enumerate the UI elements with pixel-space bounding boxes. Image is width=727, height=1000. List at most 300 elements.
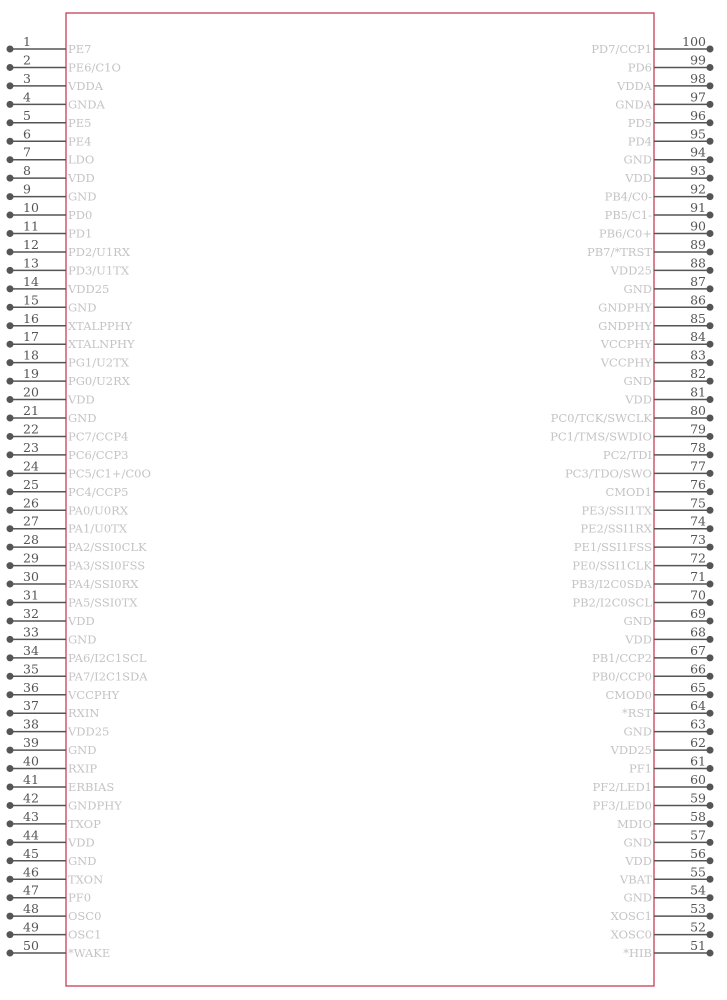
pin-number: 28 xyxy=(23,532,39,548)
pin-number: 43 xyxy=(23,808,39,824)
pin-number: 38 xyxy=(23,716,39,732)
pin-name: XTALPPHY xyxy=(68,318,133,333)
pin-number: 66 xyxy=(690,661,706,677)
pin-name: PB5/C1- xyxy=(604,208,652,223)
pin-number: 58 xyxy=(690,808,706,824)
pin-name: PC7/CCP4 xyxy=(68,429,129,444)
pin-number: 68 xyxy=(690,624,706,640)
pin-name: PA2/SSI0CLK xyxy=(68,540,147,555)
pin-end-dot xyxy=(7,138,14,145)
pin-number: 81 xyxy=(690,384,706,400)
pin-number: 29 xyxy=(23,550,39,566)
pin-number: 46 xyxy=(23,864,39,880)
pin-name: VDD25 xyxy=(610,743,652,758)
pin-number: 78 xyxy=(690,439,706,455)
pin-number: 11 xyxy=(23,218,39,234)
pin-end-dot xyxy=(7,304,14,311)
pin-end-dot xyxy=(7,507,14,514)
pin-name: PB3/I2C0SDA xyxy=(571,577,652,592)
pin-name: PD3/U1TX xyxy=(68,263,130,278)
pin-name: VCCPHY xyxy=(600,355,652,370)
pin-name: PD0 xyxy=(68,208,93,223)
pin-name: GND xyxy=(68,743,97,758)
pin-name: GND xyxy=(623,724,652,739)
pin-end-dot xyxy=(707,101,714,108)
pin-number: 20 xyxy=(23,384,39,400)
pin-end-dot xyxy=(707,378,714,385)
pin-end-dot xyxy=(7,913,14,920)
pin-end-dot xyxy=(7,156,14,163)
pin-end-dot xyxy=(7,470,14,477)
pin-name: PE2/SSI1RX xyxy=(580,521,652,536)
pin-end-dot xyxy=(707,507,714,514)
pin-name: VDD xyxy=(625,171,652,186)
pin-end-dot xyxy=(707,488,714,495)
pin-name: PA3/SSI0FSS xyxy=(68,558,146,573)
pin-end-dot xyxy=(707,728,714,735)
pin-end-dot xyxy=(7,581,14,588)
pin-number: 19 xyxy=(23,366,39,382)
pin-end-dot xyxy=(7,673,14,680)
pin-name: PE7 xyxy=(68,42,92,56)
pin-name: PD2/U1RX xyxy=(68,244,131,259)
pin-number: 26 xyxy=(23,495,39,511)
pin-number: 75 xyxy=(690,495,706,511)
pin-number: 37 xyxy=(23,698,39,714)
pin-end-dot xyxy=(7,212,14,219)
pin-name: *RST xyxy=(622,706,652,721)
pin-name: VDD xyxy=(625,632,652,647)
pin-name: PA1/U0TX xyxy=(68,521,128,536)
pin-name: PF3/LED0 xyxy=(592,798,652,813)
pin-number: 1 xyxy=(23,34,31,49)
pin-number: 7 xyxy=(23,144,31,160)
pin-number: 72 xyxy=(690,550,706,566)
pin-end-dot xyxy=(707,820,714,827)
pin-end-dot xyxy=(7,64,14,71)
pin-end-dot xyxy=(707,765,714,772)
pin-name: XOSC1 xyxy=(610,909,652,924)
pin-number: 55 xyxy=(690,864,706,880)
pin-name: VDD xyxy=(68,171,95,186)
pin-end-dot xyxy=(7,433,14,440)
pin-number: 24 xyxy=(23,458,39,474)
pin-end-dot xyxy=(707,175,714,182)
pin-name: VDD xyxy=(68,613,95,628)
pin-number: 51 xyxy=(690,938,706,954)
pin-name: PG1/U2TX xyxy=(68,355,129,370)
pin-name: PB2/I2C0SCL xyxy=(572,595,652,610)
pin-name: GNDA xyxy=(615,97,652,112)
pin-end-dot xyxy=(707,636,714,643)
pin-name: PC0/TCK/SWCLK xyxy=(550,411,652,425)
pin-name: PC6/CCP3 xyxy=(68,447,129,462)
pin-number: 63 xyxy=(690,716,706,732)
pin-end-dot xyxy=(7,525,14,532)
pin-name: PD1 xyxy=(68,226,93,241)
pin-end-dot xyxy=(7,285,14,292)
pin-number: 44 xyxy=(23,827,39,843)
pin-name: *WAKE xyxy=(68,946,111,961)
pin-end-dot xyxy=(7,378,14,385)
pin-number: 42 xyxy=(23,790,39,806)
pin-number: 84 xyxy=(690,329,706,345)
pin-number: 70 xyxy=(690,587,706,603)
pin-number: 79 xyxy=(690,421,706,437)
pin-end-dot xyxy=(707,138,714,145)
pin-number: 15 xyxy=(23,292,39,308)
pin-end-dot xyxy=(7,820,14,827)
pin-name: GND xyxy=(623,890,652,905)
pin-end-dot xyxy=(7,101,14,108)
pin-number: 82 xyxy=(690,366,706,382)
pin-name: GND xyxy=(623,152,652,167)
pin-number: 53 xyxy=(690,901,706,917)
pin-number: 13 xyxy=(23,255,39,271)
pin-name: PC5/C1+/C0O xyxy=(68,466,151,481)
pin-number: 40 xyxy=(23,753,39,769)
pin-end-dot xyxy=(7,46,14,53)
pin-end-dot xyxy=(707,931,714,938)
pin-name: PC4/CCP5 xyxy=(68,484,129,499)
pin-end-dot xyxy=(7,654,14,661)
pin-end-dot xyxy=(7,488,14,495)
pin-name: VDD xyxy=(68,835,95,850)
pin-end-dot xyxy=(707,193,714,200)
pin-end-dot xyxy=(7,857,14,864)
pin-end-dot xyxy=(7,728,14,735)
pin-end-dot xyxy=(7,396,14,403)
pin-end-dot xyxy=(707,950,714,957)
pin-end-dot xyxy=(707,581,714,588)
pin-number: 17 xyxy=(23,329,39,345)
pin-end-dot xyxy=(707,876,714,883)
pin-end-dot xyxy=(707,544,714,551)
pin-end-dot xyxy=(707,913,714,920)
pin-end-dot xyxy=(707,784,714,791)
pin-number: 87 xyxy=(690,273,706,289)
pin-end-dot xyxy=(7,636,14,643)
pin-number: 60 xyxy=(690,772,706,787)
pin-end-dot xyxy=(707,470,714,477)
pin-end-dot xyxy=(707,525,714,532)
pin-number: 5 xyxy=(23,107,31,123)
pin-end-dot xyxy=(707,230,714,237)
pin-name: PE4 xyxy=(68,134,92,149)
pin-number: 47 xyxy=(23,882,39,898)
pin-number: 69 xyxy=(690,605,706,621)
pin-number: 76 xyxy=(690,476,706,492)
pin-name: PF1 xyxy=(628,761,652,776)
pin-end-dot xyxy=(707,562,714,569)
pin-number: 16 xyxy=(23,310,39,326)
pin-end-dot xyxy=(707,451,714,458)
pin-name: PA7/I2C1SDA xyxy=(68,669,148,684)
pin-name: VCCPHY xyxy=(600,337,652,352)
pin-end-dot xyxy=(7,415,14,422)
pin-end-dot xyxy=(7,175,14,182)
pin-name: VDD25 xyxy=(68,724,110,739)
pin-name: PA4/SSI0RX xyxy=(68,577,139,592)
pin-name: PF2/LED1 xyxy=(592,780,652,794)
pin-number: 95 xyxy=(690,126,706,142)
pin-number: 3 xyxy=(23,70,31,86)
pin-end-dot xyxy=(7,802,14,809)
pin-name: ERBIAS xyxy=(68,780,115,794)
pin-end-dot xyxy=(7,451,14,458)
pin-name: PD5 xyxy=(627,115,652,130)
pin-name: PE1/SSI1FSS xyxy=(573,540,652,555)
pin-name: MDIO xyxy=(617,816,652,831)
pin-number: 77 xyxy=(690,458,706,474)
pin-end-dot xyxy=(707,212,714,219)
pin-number: 100 xyxy=(682,34,706,49)
pin-end-dot xyxy=(7,267,14,274)
pin-end-dot xyxy=(7,359,14,366)
pin-name: PF0 xyxy=(68,890,92,905)
pin-name: GND xyxy=(68,853,97,868)
pin-number: 32 xyxy=(23,605,39,621)
pin-number: 96 xyxy=(690,107,706,123)
pin-name: GND xyxy=(623,281,652,296)
pin-number: 30 xyxy=(23,569,39,585)
pin-number: 39 xyxy=(23,735,39,751)
pin-end-dot xyxy=(7,765,14,772)
pin-end-dot xyxy=(707,322,714,329)
pin-name: GNDPHY xyxy=(598,318,652,333)
pin-name: *HIB xyxy=(623,946,652,961)
pin-1 xyxy=(7,34,92,56)
pin-number: 9 xyxy=(23,181,31,197)
pin-name: PE0/SSI1CLK xyxy=(572,558,652,573)
pin-number: 48 xyxy=(23,901,39,917)
pin-name: XTALNPHY xyxy=(68,337,135,352)
pin-end-dot xyxy=(707,285,714,292)
pin-name: PA0/U0RX xyxy=(68,503,129,518)
pin-number: 22 xyxy=(23,421,39,437)
pin-end-dot xyxy=(707,654,714,661)
pin-name: RXIN xyxy=(68,706,100,721)
pin-name: VDD xyxy=(68,392,95,407)
pin-number: 59 xyxy=(690,790,706,806)
pin-number: 50 xyxy=(23,938,39,954)
pin-name: PB0/CCP0 xyxy=(591,669,652,684)
pin-name: CMOD0 xyxy=(605,687,652,702)
pin-end-dot xyxy=(707,599,714,606)
pin-number: 97 xyxy=(690,89,706,105)
pin-name: PB1/CCP2 xyxy=(591,650,652,665)
pin-name: GND xyxy=(68,189,97,204)
pin-end-dot xyxy=(707,304,714,311)
pin-number: 73 xyxy=(690,532,706,548)
pin-end-dot xyxy=(7,341,14,348)
pin-name: PC1/TMS/SWDIO xyxy=(550,429,652,444)
pin-name: PC3/TDO/SWO xyxy=(564,466,652,481)
pin-number: 88 xyxy=(690,255,706,271)
pin-number: 99 xyxy=(690,52,706,68)
pin-number: 92 xyxy=(690,181,706,197)
pin-number: 67 xyxy=(690,642,706,658)
pin-number: 49 xyxy=(23,919,39,935)
pin-number: 71 xyxy=(690,569,706,585)
pin-name: RXIP xyxy=(68,761,98,776)
pin-number: 41 xyxy=(23,772,39,787)
pin-name: PB4/C0- xyxy=(604,189,652,204)
pin-number: 4 xyxy=(23,89,31,105)
pin-number: 94 xyxy=(690,144,706,160)
pin-end-dot xyxy=(7,747,14,754)
pin-name: VDD xyxy=(625,853,652,868)
ic-body-outline xyxy=(66,13,654,986)
pin-name: OSC1 xyxy=(68,927,102,942)
pin-name: PE5 xyxy=(68,115,92,130)
pin-number: 61 xyxy=(690,753,706,769)
pin-end-dot xyxy=(7,876,14,883)
pin-number: 33 xyxy=(23,624,39,640)
pin-number: 10 xyxy=(23,200,39,216)
pin-name: GND xyxy=(623,835,652,850)
pin-number: 36 xyxy=(23,679,39,695)
pin-name: GND xyxy=(68,411,97,425)
pin-end-dot xyxy=(7,617,14,624)
pin-number: 14 xyxy=(23,273,39,289)
pin-number: 6 xyxy=(23,126,31,142)
pin-end-dot xyxy=(707,894,714,901)
pin-number: 64 xyxy=(690,698,706,714)
pin-name: PE3/SSI1TX xyxy=(581,503,652,518)
pin-number: 65 xyxy=(690,679,706,695)
pin-number: 31 xyxy=(23,587,39,603)
pin-name: PD6 xyxy=(627,60,652,75)
pin-end-dot xyxy=(707,341,714,348)
pin-end-dot xyxy=(707,673,714,680)
pin-name: OSC0 xyxy=(68,909,102,924)
pin-end-dot xyxy=(7,248,14,255)
pin-number: 91 xyxy=(690,200,706,216)
pin-name: GNDPHY xyxy=(68,798,122,813)
pin-end-dot xyxy=(7,710,14,717)
pin-number: 27 xyxy=(23,513,39,529)
pin-name: GND xyxy=(623,374,652,389)
pin-number: 86 xyxy=(690,292,706,308)
pin-end-dot xyxy=(7,119,14,126)
pin-name: PB7/*TRST xyxy=(586,244,652,259)
pin-number: 45 xyxy=(23,845,39,861)
pin-end-dot xyxy=(7,230,14,237)
pin-end-dot xyxy=(707,839,714,846)
pin-number: 8 xyxy=(23,163,31,179)
pin-end-dot xyxy=(707,433,714,440)
pin-name: GND xyxy=(623,613,652,628)
pin-number: 83 xyxy=(690,347,706,363)
pin-number: 12 xyxy=(23,236,39,252)
pin-number: 35 xyxy=(23,661,39,677)
pin-end-dot xyxy=(707,691,714,698)
pin-name: VBAT xyxy=(619,872,652,887)
pin-number: 25 xyxy=(23,476,39,492)
pin-end-dot xyxy=(7,193,14,200)
pin-end-dot xyxy=(7,894,14,901)
pin-number: 90 xyxy=(690,218,706,234)
pin-end-dot xyxy=(7,322,14,329)
pin-number: 98 xyxy=(690,70,706,86)
pin-end-dot xyxy=(707,267,714,274)
pin-number: 34 xyxy=(23,642,39,658)
pin-name: LDO xyxy=(68,152,95,167)
pin-end-dot xyxy=(707,119,714,126)
pin-number: 93 xyxy=(690,163,706,179)
pin-name: GND xyxy=(68,300,97,315)
right-pin-group xyxy=(550,34,713,960)
pin-number: 18 xyxy=(23,347,39,363)
pin-name: TXON xyxy=(68,872,104,887)
pin-end-dot xyxy=(7,950,14,957)
pin-end-dot xyxy=(7,599,14,606)
pin-end-dot xyxy=(707,156,714,163)
pin-name: VCCPHY xyxy=(68,687,120,702)
pin-end-dot xyxy=(707,46,714,53)
pin-end-dot xyxy=(707,359,714,366)
pin-number: 23 xyxy=(23,439,39,455)
pin-name: GNDPHY xyxy=(598,300,652,315)
pin-name: VDD25 xyxy=(610,263,652,278)
pin-name: VDDA xyxy=(68,78,104,93)
pin-name: CMOD1 xyxy=(605,484,652,499)
pin-end-dot xyxy=(707,710,714,717)
pin-name: PB6/C0+ xyxy=(598,226,652,241)
pin-number: 74 xyxy=(690,513,706,529)
pin-name: GND xyxy=(68,632,97,647)
pin-end-dot xyxy=(707,857,714,864)
pin-end-dot xyxy=(707,82,714,89)
pin-number: 54 xyxy=(690,882,706,898)
pin-end-dot xyxy=(7,931,14,938)
pin-name: VDD xyxy=(625,392,652,407)
pin-end-dot xyxy=(7,839,14,846)
left-pin-group xyxy=(7,34,151,960)
pin-name: PD7/CCP1 xyxy=(591,42,652,56)
pin-number: 21 xyxy=(23,403,39,418)
pin-end-dot xyxy=(7,784,14,791)
pin-name: PD4 xyxy=(627,134,652,149)
pin-end-dot xyxy=(707,396,714,403)
pin-name: TXOP xyxy=(68,816,101,831)
pin-end-dot xyxy=(7,82,14,89)
pin-end-dot xyxy=(7,691,14,698)
pin-name: PA5/SSI0TX xyxy=(68,595,138,610)
pin-number: 85 xyxy=(690,310,706,326)
pin-number: 56 xyxy=(690,845,706,861)
pin-name: GNDA xyxy=(68,97,105,112)
pin-number: 52 xyxy=(690,919,706,935)
pin-number: 57 xyxy=(690,827,706,843)
pin-name: VDD25 xyxy=(68,281,110,296)
pin-end-dot xyxy=(707,802,714,809)
pin-number: 62 xyxy=(690,735,706,751)
pin-end-dot xyxy=(707,64,714,71)
pin-end-dot xyxy=(707,747,714,754)
pin-name: PE6/C1O xyxy=(68,60,121,75)
pin-end-dot xyxy=(707,415,714,422)
pin-end-dot xyxy=(7,562,14,569)
pin-name: PC2/TDI xyxy=(602,447,652,462)
pin-end-dot xyxy=(7,544,14,551)
pin-name: PG0/U2RX xyxy=(68,374,130,389)
pin-number: 2 xyxy=(23,52,31,68)
pin-end-dot xyxy=(707,617,714,624)
pin-end-dot xyxy=(707,248,714,255)
pin-number: 80 xyxy=(690,403,706,418)
